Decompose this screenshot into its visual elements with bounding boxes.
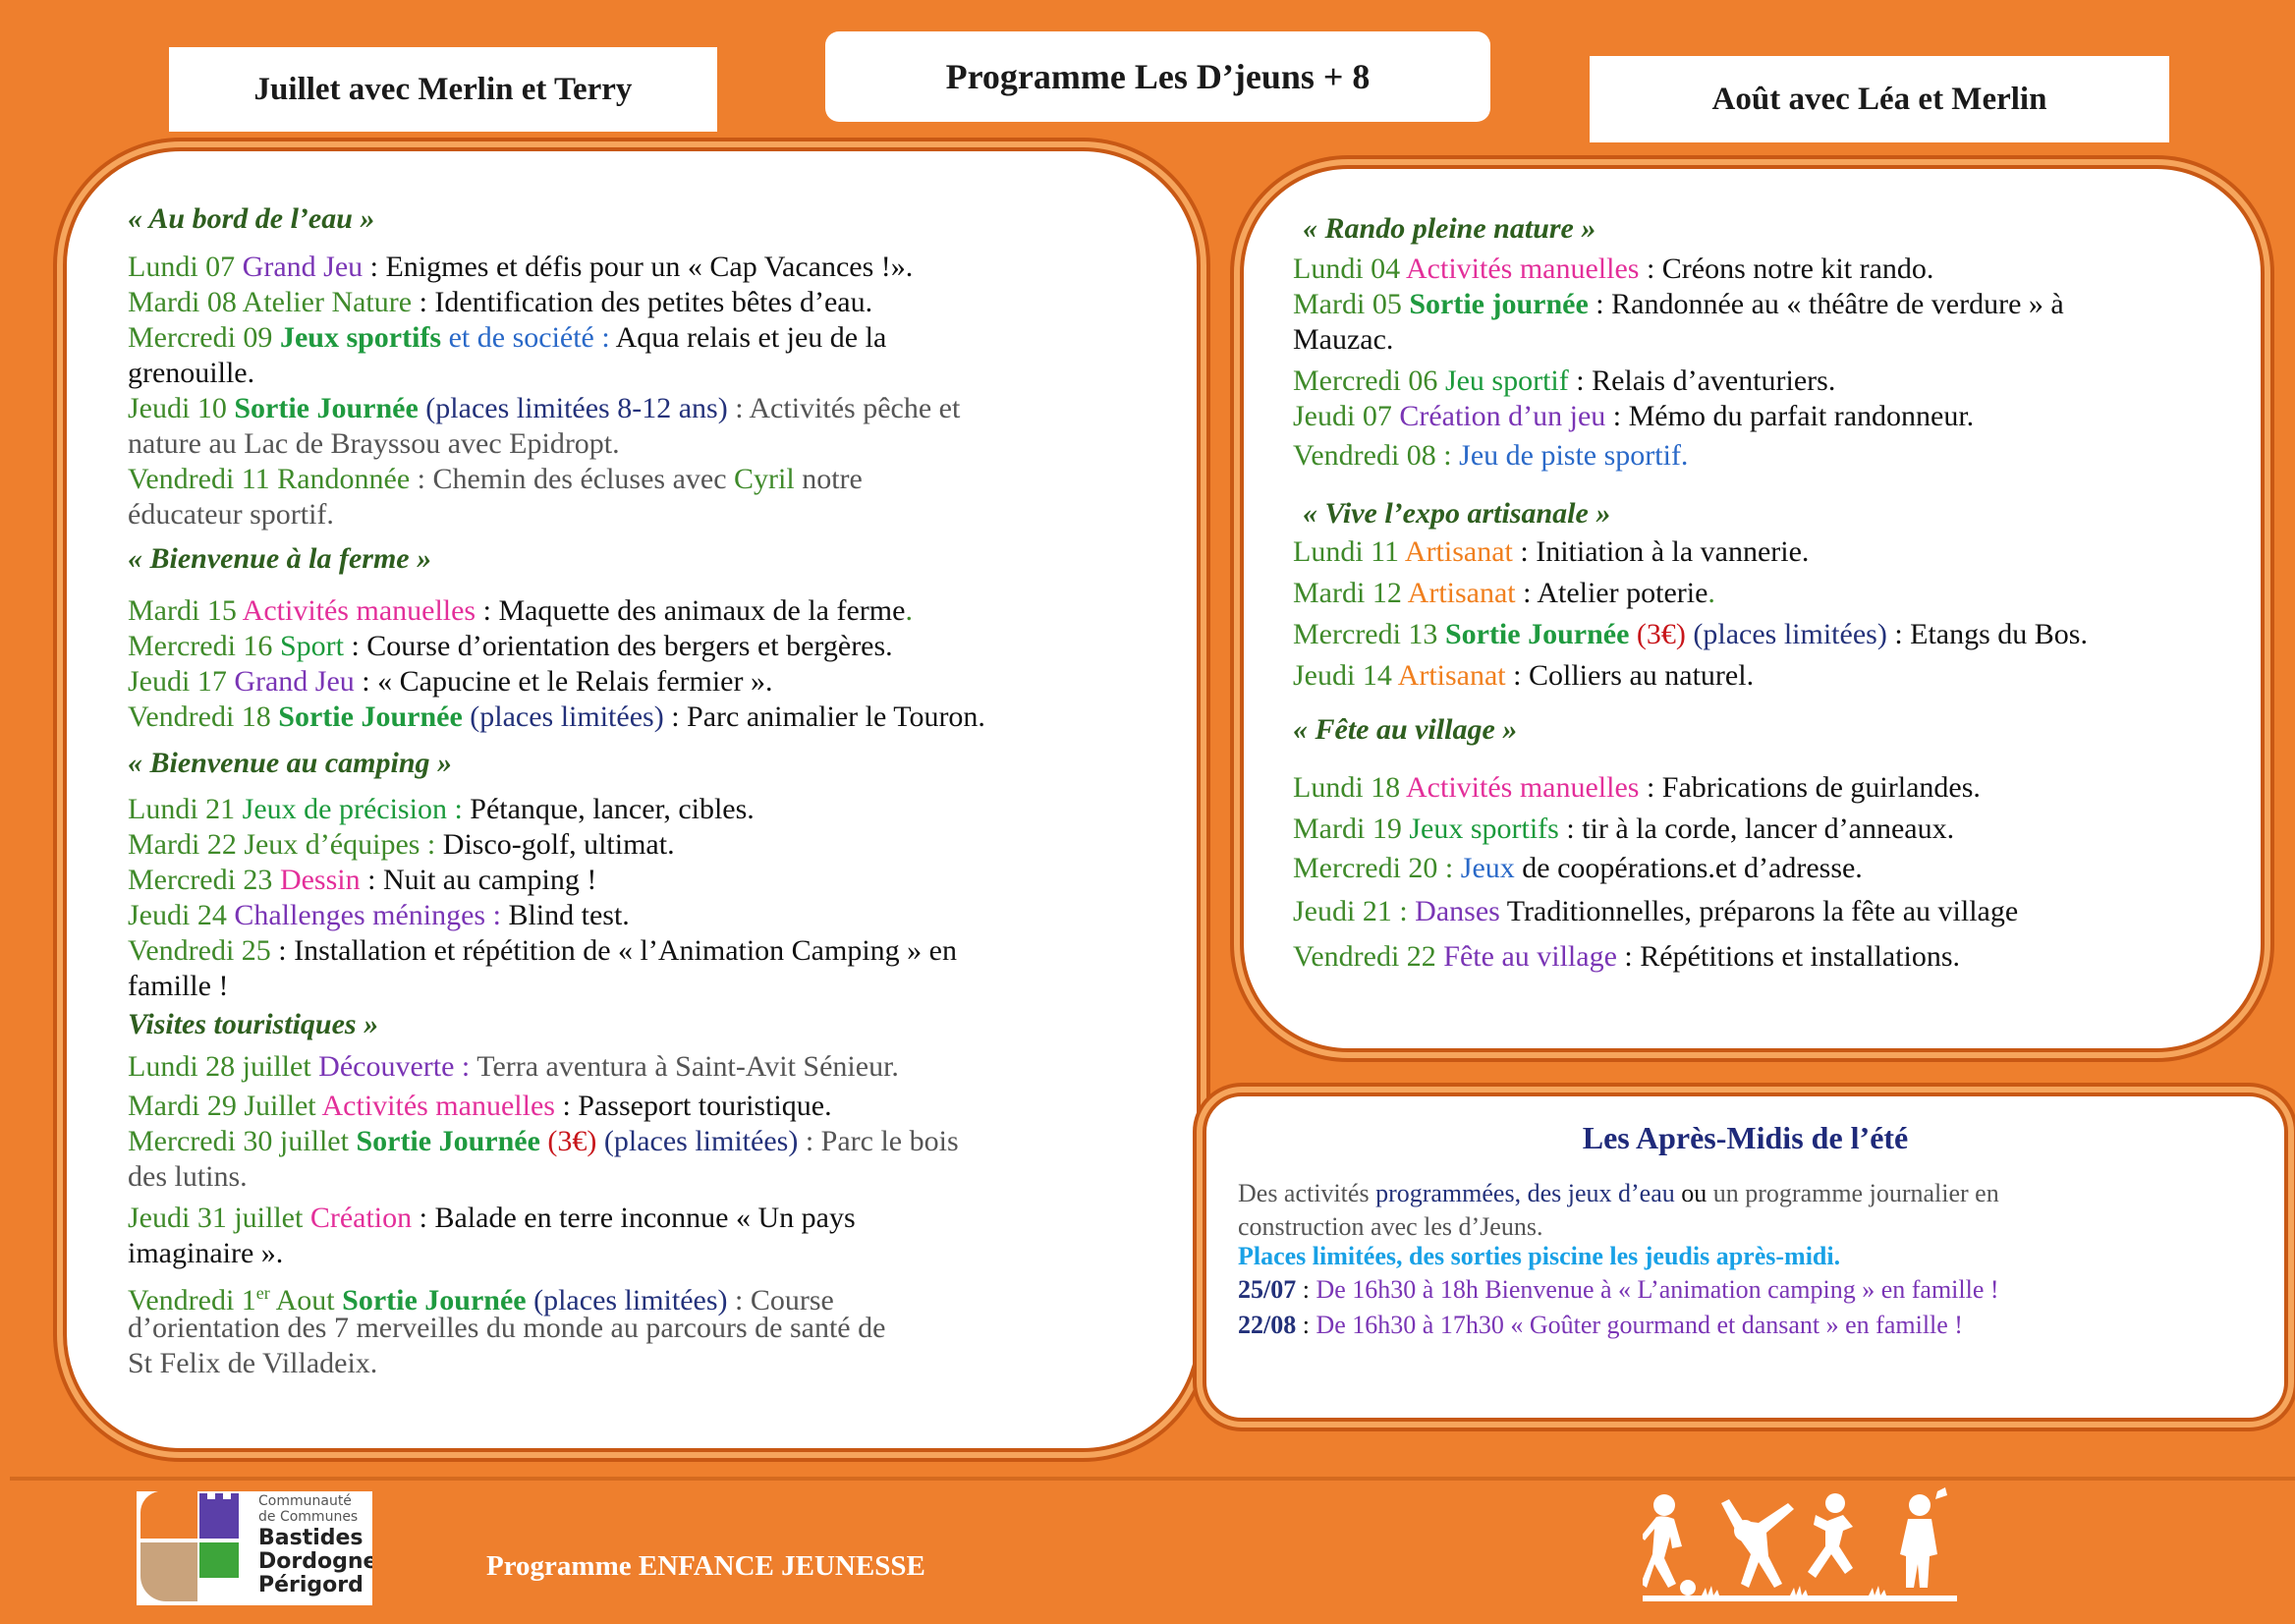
activity-desc: Terra aventura à Saint-Avit Sénieur. <box>476 1050 899 1083</box>
schedule-line <box>128 898 630 933</box>
activity-label: Jeu sportif <box>1444 364 1569 397</box>
activity-label: Sortie Journée <box>356 1125 540 1157</box>
schedule-line <box>128 863 596 898</box>
schedule-line <box>128 593 913 629</box>
separator: : <box>485 899 509 931</box>
schedule-line-cont <box>128 1311 885 1346</box>
day-label: Aout <box>269 1284 343 1316</box>
day-label: Mercredi 09 <box>128 321 280 354</box>
activity-desc: : Etangs du Bos. <box>1886 618 2088 650</box>
section-title: « Bienvenue au camping » <box>128 747 453 779</box>
day-label: Mercredi 30 juillet <box>128 1125 357 1157</box>
schedule-line <box>1293 939 1960 975</box>
schedule-line <box>1293 252 1933 287</box>
day-label: Jeudi 21 : <box>1293 895 1416 927</box>
logo-graphic <box>137 1491 372 1605</box>
activity-desc: : Randonnée au « théâtre de verdure » à <box>1588 288 2064 320</box>
activity-desc: grenouille. <box>128 357 255 389</box>
header-august: Août avec Léa et Merlin <box>1590 56 2169 142</box>
schedule-line <box>1293 438 1688 474</box>
activity-desc: Aqua relais et jeu de la <box>615 321 887 354</box>
activity-desc: : Mémo du parfait randonneur. <box>1605 400 1975 432</box>
activity-desc: : Passeport touristique. <box>554 1090 832 1122</box>
activity-label: Jeux sportifs <box>279 321 442 354</box>
schedule-line-cont <box>128 497 334 532</box>
section-title: « Vive l’expo artisanale » <box>1303 497 1611 530</box>
afternoons-line <box>1238 1210 1542 1244</box>
afternoons-line <box>1238 1273 1999 1307</box>
activity-desc: nature au Lac de Brayssou avec Epidropt. <box>128 427 620 460</box>
schedule-line <box>1293 534 1809 570</box>
activity-desc: imaginaire ». <box>128 1237 284 1269</box>
section-title: « Fête au village » <box>1293 713 1518 746</box>
day-label: Jeudi 24 <box>128 899 235 931</box>
activity-desc: : Nuit au camping ! <box>360 864 597 896</box>
activity-label: Sortie Journée <box>234 392 419 424</box>
schedule-line <box>128 250 913 285</box>
activity-desc: Traditionnelles, préparons la fête au village <box>1499 895 2019 927</box>
person-name: Cyril <box>734 463 795 495</box>
schedule-line <box>128 792 755 827</box>
footer-program-label: Programme ENFANCE JEUNESSE <box>486 1550 925 1582</box>
day-label: Jeudi 10 <box>128 392 235 424</box>
day-label: Mardi 19 <box>1293 812 1410 845</box>
afternoons-line <box>1238 1309 1963 1342</box>
activity-label: Activités manuelles <box>242 594 476 627</box>
separator: : <box>1296 1275 1316 1304</box>
activity-desc: : Atelier poterie <box>1515 577 1708 609</box>
schedule-line <box>1293 851 1863 886</box>
activity-desc: St Felix de Villadeix. <box>128 1347 378 1379</box>
activity-desc: Mauzac. <box>1293 323 1394 356</box>
activity-desc: : « Capucine et le Relais fermier ». <box>354 665 773 698</box>
day-label: Vendredi 08 <box>1293 439 1436 472</box>
activity-desc: : Activités pêche et <box>727 392 961 424</box>
day-label: Jeudi 17 <box>128 665 235 698</box>
activity-desc: : Relais d’aventuriers. <box>1568 364 1836 397</box>
schedule-line <box>1293 576 1715 611</box>
activity-desc: : Course d’orientation des bergers et bergères. <box>343 630 893 662</box>
activity-desc: : Répétitions et installations. <box>1616 940 1961 973</box>
day-label: Lundi 04 <box>1293 252 1407 285</box>
activity-desc: : Balade en terre inconnue « Un pays <box>412 1202 856 1234</box>
day-label: Lundi 21 <box>128 793 243 825</box>
activity-desc: d’orientation des 7 merveilles du monde au parcours de santé de <box>128 1312 886 1344</box>
activity-label: Artisanat <box>1404 535 1513 568</box>
activity-label: Danses <box>1415 895 1500 927</box>
event-desc: De 16h30 à 17h30 « Goûter gourmand et dansant » en famille ! <box>1315 1311 1963 1339</box>
logo-text: Bastides <box>258 1526 364 1550</box>
schedule-line <box>1293 658 1754 694</box>
day-label: Mardi 29 Juillet <box>128 1090 322 1122</box>
activity-desc: de coopérations.et d’adresse. <box>1514 852 1863 884</box>
section-title: Visites touristiques » <box>128 1008 379 1040</box>
activity-desc: famille ! <box>128 970 229 1002</box>
schedule-line <box>1293 770 1981 806</box>
activity-desc: éducateur sportif. <box>128 498 334 531</box>
activity-desc: . <box>905 594 913 627</box>
activity-label: Activités manuelles <box>1406 771 1640 804</box>
footer-divider <box>10 1477 2295 1481</box>
schedule-line <box>1293 287 2064 322</box>
schedule-line-cont <box>128 1346 377 1381</box>
day-label: Mardi 08 Atelier Nature <box>128 286 413 318</box>
day-label: Mercredi 23 <box>128 864 280 896</box>
section-title: « Au bord de l’eau » <box>128 202 375 235</box>
section-title: « Bienvenue à la ferme » <box>128 542 432 575</box>
schedule-line-cont <box>128 426 620 462</box>
afternoons-line <box>1238 1240 1840 1273</box>
logo-text: Dordogne <box>258 1549 372 1574</box>
day-label: Mardi 05 <box>1293 288 1410 320</box>
event-desc: De 16h30 à 18h Bienvenue à « L’animation camping » en famille ! <box>1315 1275 1999 1304</box>
day-label: Lundi 28 juillet <box>128 1050 319 1083</box>
activity-label: Activités manuelles <box>321 1090 555 1122</box>
activity-label: Jeux sportifs <box>1409 812 1559 845</box>
activity-desc: Disco-golf, ultimat. <box>442 828 675 861</box>
price-note: (3€) <box>1629 618 1686 650</box>
schedule-line <box>128 933 957 969</box>
activity-label: Jeux de précision : <box>242 793 471 825</box>
day-label: Vendredi 1 <box>128 1284 256 1316</box>
schedule-line <box>128 462 863 497</box>
activity-label: Sortie Journée <box>342 1284 527 1316</box>
schedule-line <box>1293 617 2088 652</box>
day-label: Vendredi 25 <box>128 934 271 967</box>
activity-desc: : Chemin des écluses avec <box>410 463 735 495</box>
day-label: Vendredi 22 <box>1293 940 1444 973</box>
activity-label: Artisanat <box>1397 659 1506 692</box>
activity-desc: : Parc le bois <box>798 1125 959 1157</box>
activity-desc: notre <box>794 463 863 495</box>
afternoons-text: ou <box>1674 1179 1713 1207</box>
schedule-line <box>128 320 886 356</box>
activity-label: Découverte <box>318 1050 455 1083</box>
afternoons-note: Places limitées, des sorties piscine les jeudis après-midi. <box>1238 1242 1841 1270</box>
activity-label: Dessin <box>279 864 361 896</box>
activity-label: et de société <box>441 321 594 354</box>
activity-desc: : Course <box>727 1284 834 1316</box>
schedule-line <box>1293 812 1954 847</box>
day-label: Vendredi 11 Randonnée <box>128 463 411 495</box>
schedule-line <box>128 700 985 735</box>
separator: : <box>593 321 616 354</box>
price-note: (3€) <box>539 1125 597 1157</box>
schedule-line <box>1293 399 1974 434</box>
places-note: (places limitées 8-12 ans) <box>418 392 728 424</box>
schedule-line <box>128 1124 959 1159</box>
day-label: Mardi 22 Jeux d’équipes : <box>128 828 443 861</box>
activity-desc: : tir à la corde, lancer d’anneaux. <box>1558 812 1955 845</box>
afternoons-text: un programme journalier en <box>1712 1179 1999 1207</box>
superscript: er <box>255 1283 270 1303</box>
day-label: Mercredi 13 <box>1293 618 1445 650</box>
schedule-line <box>128 664 772 700</box>
activity-label: Sortie Journée <box>1444 618 1630 650</box>
day-label: Jeudi 07 <box>1293 400 1400 432</box>
schedule-line <box>128 391 960 426</box>
day-label: Mardi 15 <box>128 594 243 627</box>
activity-label: Grand Jeu <box>242 251 364 283</box>
afternoons-text: Des activités <box>1238 1179 1376 1207</box>
activity-desc: . <box>1707 577 1715 609</box>
activity-label: Sortie journée <box>1409 288 1589 320</box>
day-label: Lundi 18 <box>1293 771 1407 804</box>
event-date: 25/07 <box>1238 1275 1297 1304</box>
schedule-line-cont <box>128 356 254 391</box>
activity-label: Sortie Journée <box>278 700 463 733</box>
activity-label: Création <box>309 1202 413 1234</box>
places-note: (places limitées) <box>462 700 664 733</box>
schedule-line <box>128 1049 899 1085</box>
activity-desc: : Colliers au naturel. <box>1505 659 1755 692</box>
schedule-line-cont <box>128 1159 248 1195</box>
schedule-line <box>128 1201 856 1236</box>
day-label: Lundi 11 <box>1293 535 1405 568</box>
schedule-line <box>128 629 893 664</box>
afternoons-text: construction avec les d’Jeuns. <box>1238 1212 1543 1241</box>
activity-desc: : Initiation à la vannerie. <box>1512 535 1810 568</box>
activity-desc: : Installation et répétition de « l’Animation Camping » en <box>270 934 957 967</box>
activity-label: Création d’un jeu <box>1399 400 1606 432</box>
places-note: (places limitées) <box>1685 618 1887 650</box>
activity-label: Grand Jeu <box>234 665 355 698</box>
activity-label: Activités manuelles <box>1406 252 1640 285</box>
schedule-line <box>128 827 675 863</box>
activity-desc: Pétanque, lancer, cibles. <box>470 793 755 825</box>
activity-label: Jeux <box>1460 852 1515 884</box>
event-date: 22/08 <box>1238 1311 1297 1339</box>
activity-desc: : Identification des petites bêtes d’eau. <box>412 286 873 318</box>
schedule-line-cont <box>128 1236 283 1271</box>
activity-label: Sport <box>279 630 344 662</box>
day-label: Jeudi 31 juillet <box>128 1202 310 1234</box>
day-label: Mercredi 06 <box>1293 364 1445 397</box>
activity-label: Challenges méninges <box>234 899 486 931</box>
logo-text: Communauté <box>258 1493 352 1509</box>
places-note: (places limitées) <box>596 1125 799 1157</box>
day-label: Mardi 12 <box>1293 577 1408 609</box>
activity-desc: : Créons notre kit rando. <box>1639 252 1934 285</box>
day-label: Lundi 07 <box>128 251 243 283</box>
activity-desc: Blind test. <box>508 899 630 931</box>
places-note: (places limitées) <box>526 1284 728 1316</box>
afternoons-line <box>1238 1177 1999 1210</box>
day-label: Jeudi 14 <box>1293 659 1398 692</box>
children-silhouettes-icon <box>1643 1485 1957 1601</box>
logo-text: Périgord <box>258 1573 364 1597</box>
day-label: Mercredi 16 <box>128 630 280 662</box>
activity-desc: : Maquette des animaux de la ferme <box>476 594 906 627</box>
activity-desc: des lutins. <box>128 1160 248 1193</box>
schedule-line <box>128 1089 832 1124</box>
activity-desc: : Parc animalier le Touron. <box>663 700 985 733</box>
activity-label: Artisanat <box>1407 577 1516 609</box>
community-logo <box>137 1491 372 1605</box>
afternoons-title: Les Après-Midis de l’été <box>1582 1120 1909 1155</box>
logo-text: de Communes <box>258 1509 359 1525</box>
day-label: Vendredi 18 <box>128 700 279 733</box>
separator: : <box>1435 439 1460 472</box>
page-title: Programme Les D’jeuns + 8 <box>825 31 1490 122</box>
header-july: Juillet avec Merlin et Terry <box>169 47 717 132</box>
activity-label: Fête au village <box>1443 940 1617 973</box>
schedule-line <box>128 285 872 320</box>
activity-desc: : Fabrications de guirlandes. <box>1639 771 1981 804</box>
afternoons-highlight: programmées, des jeux d’eau <box>1375 1179 1675 1207</box>
schedule-line-cont <box>128 969 228 1004</box>
schedule-line <box>1293 894 2018 929</box>
schedule-line <box>1293 364 1835 399</box>
activity-desc: : Enigmes et défis pour un « Cap Vacances !». <box>363 251 914 283</box>
activity-label: Jeu de piste sportif. <box>1459 439 1689 472</box>
separator: : <box>1296 1311 1316 1339</box>
schedule-line-cont <box>1293 322 1393 358</box>
day-label: Mercredi 20 : <box>1293 852 1461 884</box>
section-title: « Rando pleine nature » <box>1303 212 1596 245</box>
separator: : <box>454 1050 477 1083</box>
